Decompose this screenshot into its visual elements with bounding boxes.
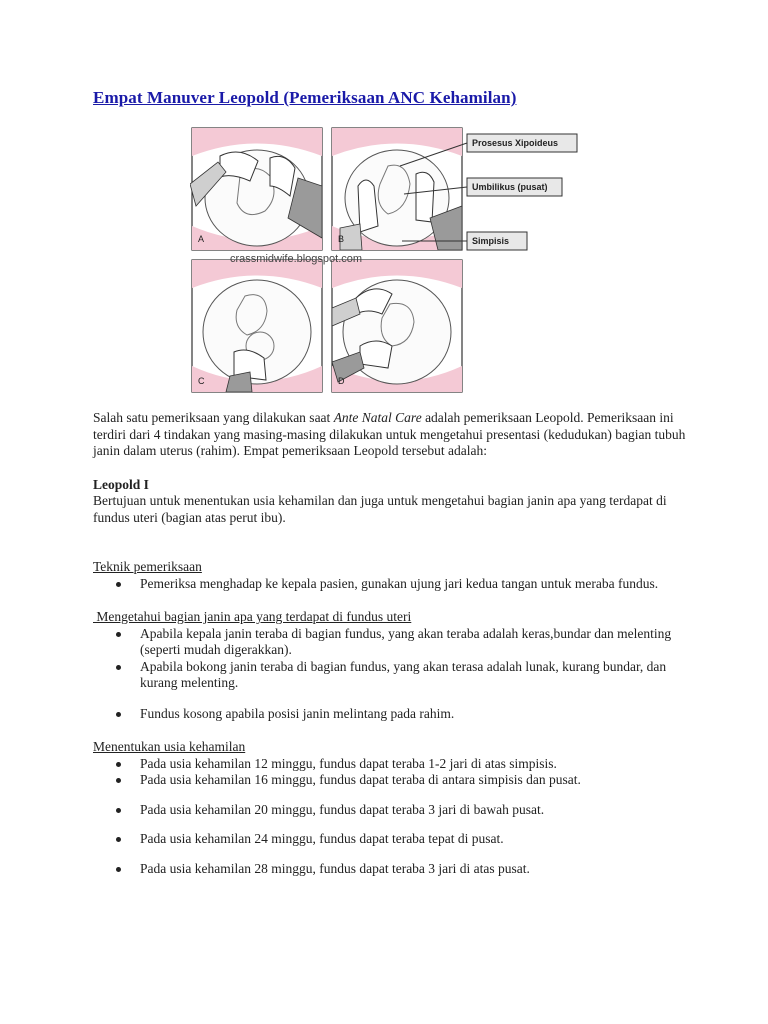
panel-c-label: C — [198, 376, 205, 386]
list-item: Pada usia kehamilan 24 minggu, fundus dapat teraba tepat di pusat. — [93, 831, 693, 848]
usia-heading: Menentukan usia kehamilan — [93, 739, 246, 754]
list-item: Pada usia kehamilan 20 minggu, fundus dapat teraba 3 jari di bawah pusat. — [93, 802, 693, 819]
callout-prosesus-xipoideus: Prosesus Xipoideus — [472, 138, 559, 148]
intro-paragraph — [93, 410, 693, 460]
article-body — [93, 410, 693, 877]
list-item: Pada usia kehamilan 12 minggu, fundus dapat teraba 1-2 jari di atas simpisis. — [93, 756, 693, 773]
teknik-list — [93, 576, 693, 593]
panel-b-drawing — [332, 128, 462, 250]
teknik-heading: Teknik pemeriksaan — [93, 559, 202, 574]
panel-a-label: A — [198, 234, 205, 244]
callout-simpisis: Simpisis — [472, 236, 510, 246]
panel-d-label: D — [338, 376, 345, 386]
leopold-1-description: Bertujuan untuk menentukan usia kehamilan dan juga untuk mengetahui bagian janin apa yang terdapat di fundus uteri (bagian atas perut ibu). — [93, 493, 667, 525]
callout-umbilikus: Umbilikus (pusat) — [472, 182, 548, 192]
list-item: Pada usia kehamilan 16 minggu, fundus dapat teraba di antara simpisis dan pusat. — [93, 772, 693, 789]
panel-a-drawing — [190, 128, 322, 250]
list-item: Fundus kosong apabila posisi janin melintang pada rahim. — [93, 706, 693, 723]
list-item: Apabila kepala janin teraba di bagian fundus, yang akan teraba adalah keras,bundar dan melenting (seperti mudah digerakkan). — [93, 626, 693, 659]
leopold-1-heading: Leopold I — [93, 476, 149, 492]
panel-d-drawing — [332, 260, 462, 392]
mengetahui-list — [93, 626, 693, 723]
panel-c-drawing — [192, 260, 322, 392]
intro-text-start: Salah satu pemeriksaan yang dilakukan saat — [93, 410, 334, 425]
intro-italic-term: Ante Natal Care — [333, 410, 422, 425]
figure-watermark: crassmidwife.blogspot.com — [230, 253, 363, 265]
list-item: Pada usia kehamilan 28 minggu, fundus dapat teraba 3 jari di atas pusat. — [93, 861, 693, 878]
panel-b-label: B — [338, 234, 345, 244]
usia-list — [93, 756, 693, 878]
mengetahui-heading: Mengetahui bagian janin apa yang terdapat di fundus uteri — [93, 609, 412, 624]
list-item: Apabila bokong janin teraba di bagian fundus, yang akan terasa adalah lunak, kurang bundar, dan kurang melenting. — [93, 659, 693, 692]
page-title[interactable]: Empat Manuver Leopold (Pemeriksaan ANC Kehamilan) — [93, 88, 517, 107]
intro-text-end: adalah pemeriksaan Leopold. Pemeriksaan ini terdiri dari 4 tindakan yang masing-masing dilakukan untuk mengetahui presentasi (kedudukan) bagian tubuh janin dalam uterus (rahim). Empat pemeriksaan Leopold tersebut adalah: — [93, 410, 686, 458]
list-item: Pemeriksa menghadap ke kepala pasien, gunakan ujung jari kedua tangan untuk meraba fundus. — [93, 576, 693, 593]
